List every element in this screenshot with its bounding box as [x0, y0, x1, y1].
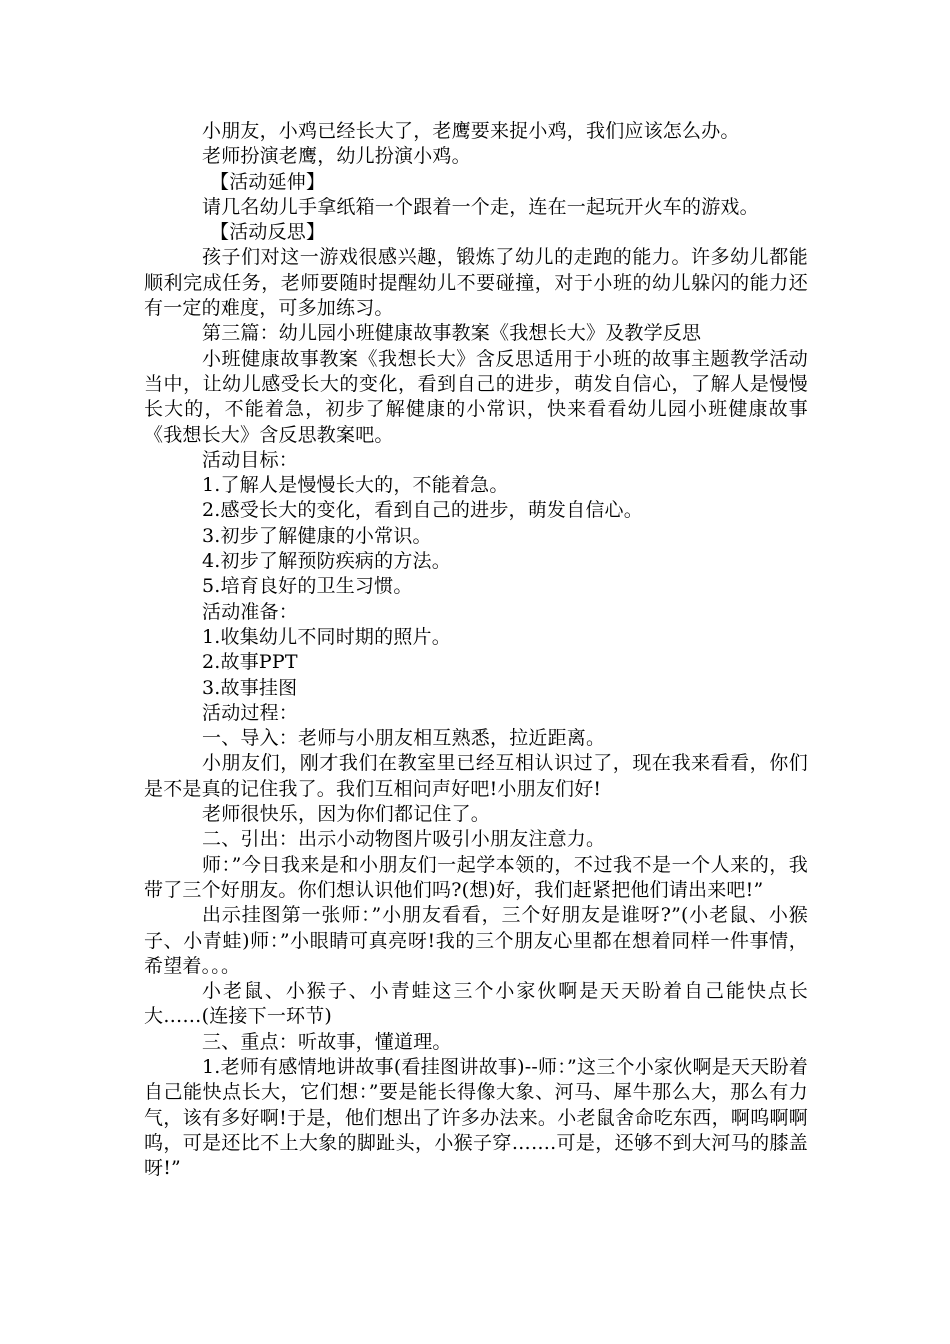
paragraph: 小老鼠、小猴子、小青蛙这三个小家伙啊是天天盼着自己能快点长大……(连接下一环节)	[144, 980, 808, 1028]
paragraph: 老师很快乐，因为你们都记住了。	[202, 803, 491, 826]
paragraph: 小班健康故事教案《我想长大》含反思适用于小班的故事主题教学活动当中，让幼儿感受长大的变化，看到自己的进步，萌发自信心，了解人是慢慢长大的，不能着急，初步了解健康的小常识，快来看看幼儿园小班健康故事《我想长大》含反思教案吧。	[144, 347, 808, 446]
paragraph: 三、重点：听故事，懂道理。	[202, 1030, 452, 1053]
section-heading: 活动过程：	[202, 701, 299, 724]
paragraph: 一、导入：老师与小朋友相互熟悉，拉近距离。	[202, 727, 606, 750]
list-item: 2.感受长大的变化，看到自己的进步，萌发自信心。	[202, 499, 643, 522]
list-item: 1.了解人是慢慢长大的，不能着急。	[202, 474, 509, 497]
list-item: 5.培育良好的卫生习惯。	[202, 575, 413, 598]
chapter-title: 第三篇：幼儿园小班健康故事教案《我想长大》及教学反思	[202, 322, 702, 345]
list-item: 3.故事挂图	[202, 676, 298, 699]
list-item: 1.收集幼儿不同时期的照片。	[202, 625, 451, 648]
section-heading: 【活动反思】	[210, 221, 326, 244]
section-heading: 活动准备：	[202, 600, 299, 623]
list-item: 4.初步了解预防疾病的方法。	[202, 550, 451, 573]
paragraph: 孩子们对这一游戏很感兴趣，锻炼了幼儿的走跑的能力。许多幼儿都能顺利完成任务，老师要随时提醒幼儿不要碰撞，对于小班的幼儿躲闪的能力还有一定的难度，可多加练习。	[144, 246, 808, 320]
paragraph: 师：”今日我来是和小朋友们一起学本领的，不过我不是一个人来的，我带了三个好朋友。你们想认识他们吗?(想)好，我们赶紧把他们请出来吧!”	[144, 853, 808, 901]
document-body	[144, 119, 808, 1181]
paragraph: 1.老师有感情地讲故事(看挂图讲故事)--师：”这三个小家伙啊是天天盼着自己能快点长大，它们想：”要是能长得像大象、河马、犀牛那么大，那么有力气，该有多好啊!于是，他们想出了许多办法来。小老鼠舍命吃东西，啊呜啊啊呜，可是还比不上大象的脚趾头，小猴子穿…….可是，还够不到大河马的膝盖呀!”	[144, 1055, 808, 1180]
list-item: 3.初步了解健康的小常识。	[202, 524, 432, 547]
paragraph: 请几名幼儿手拿纸箱一个跟着一个走，连在一起玩开火车的游戏。	[202, 195, 759, 218]
paragraph: 小朋友，小鸡已经长大了，老鹰要来捉小鸡，我们应该怎么办。	[202, 120, 740, 142]
section-heading: 活动目标：	[202, 448, 299, 471]
paragraph: 老师扮演老鹰，幼儿扮演小鸡。	[202, 145, 471, 168]
paragraph: 出示挂图第一张师：”小朋友看看，三个好朋友是谁呀?”(小老鼠、小猴子、小青蛙)师：”小眼睛可真亮呀!我的三个朋友心里都在想着同样一件事情，希望着。。。	[144, 904, 808, 977]
list-item: 2.故事PPT	[202, 651, 298, 674]
paragraph: 二、引出：出示小动物图片吸引小朋友注意力。	[202, 828, 606, 851]
paragraph: 小朋友们，刚才我们在教室里已经互相认识过了，现在我来看看，你们是不是真的记住我了。我们互相问声好吧!小朋友们好!	[144, 752, 808, 800]
section-heading: 【活动延伸】	[210, 170, 326, 193]
